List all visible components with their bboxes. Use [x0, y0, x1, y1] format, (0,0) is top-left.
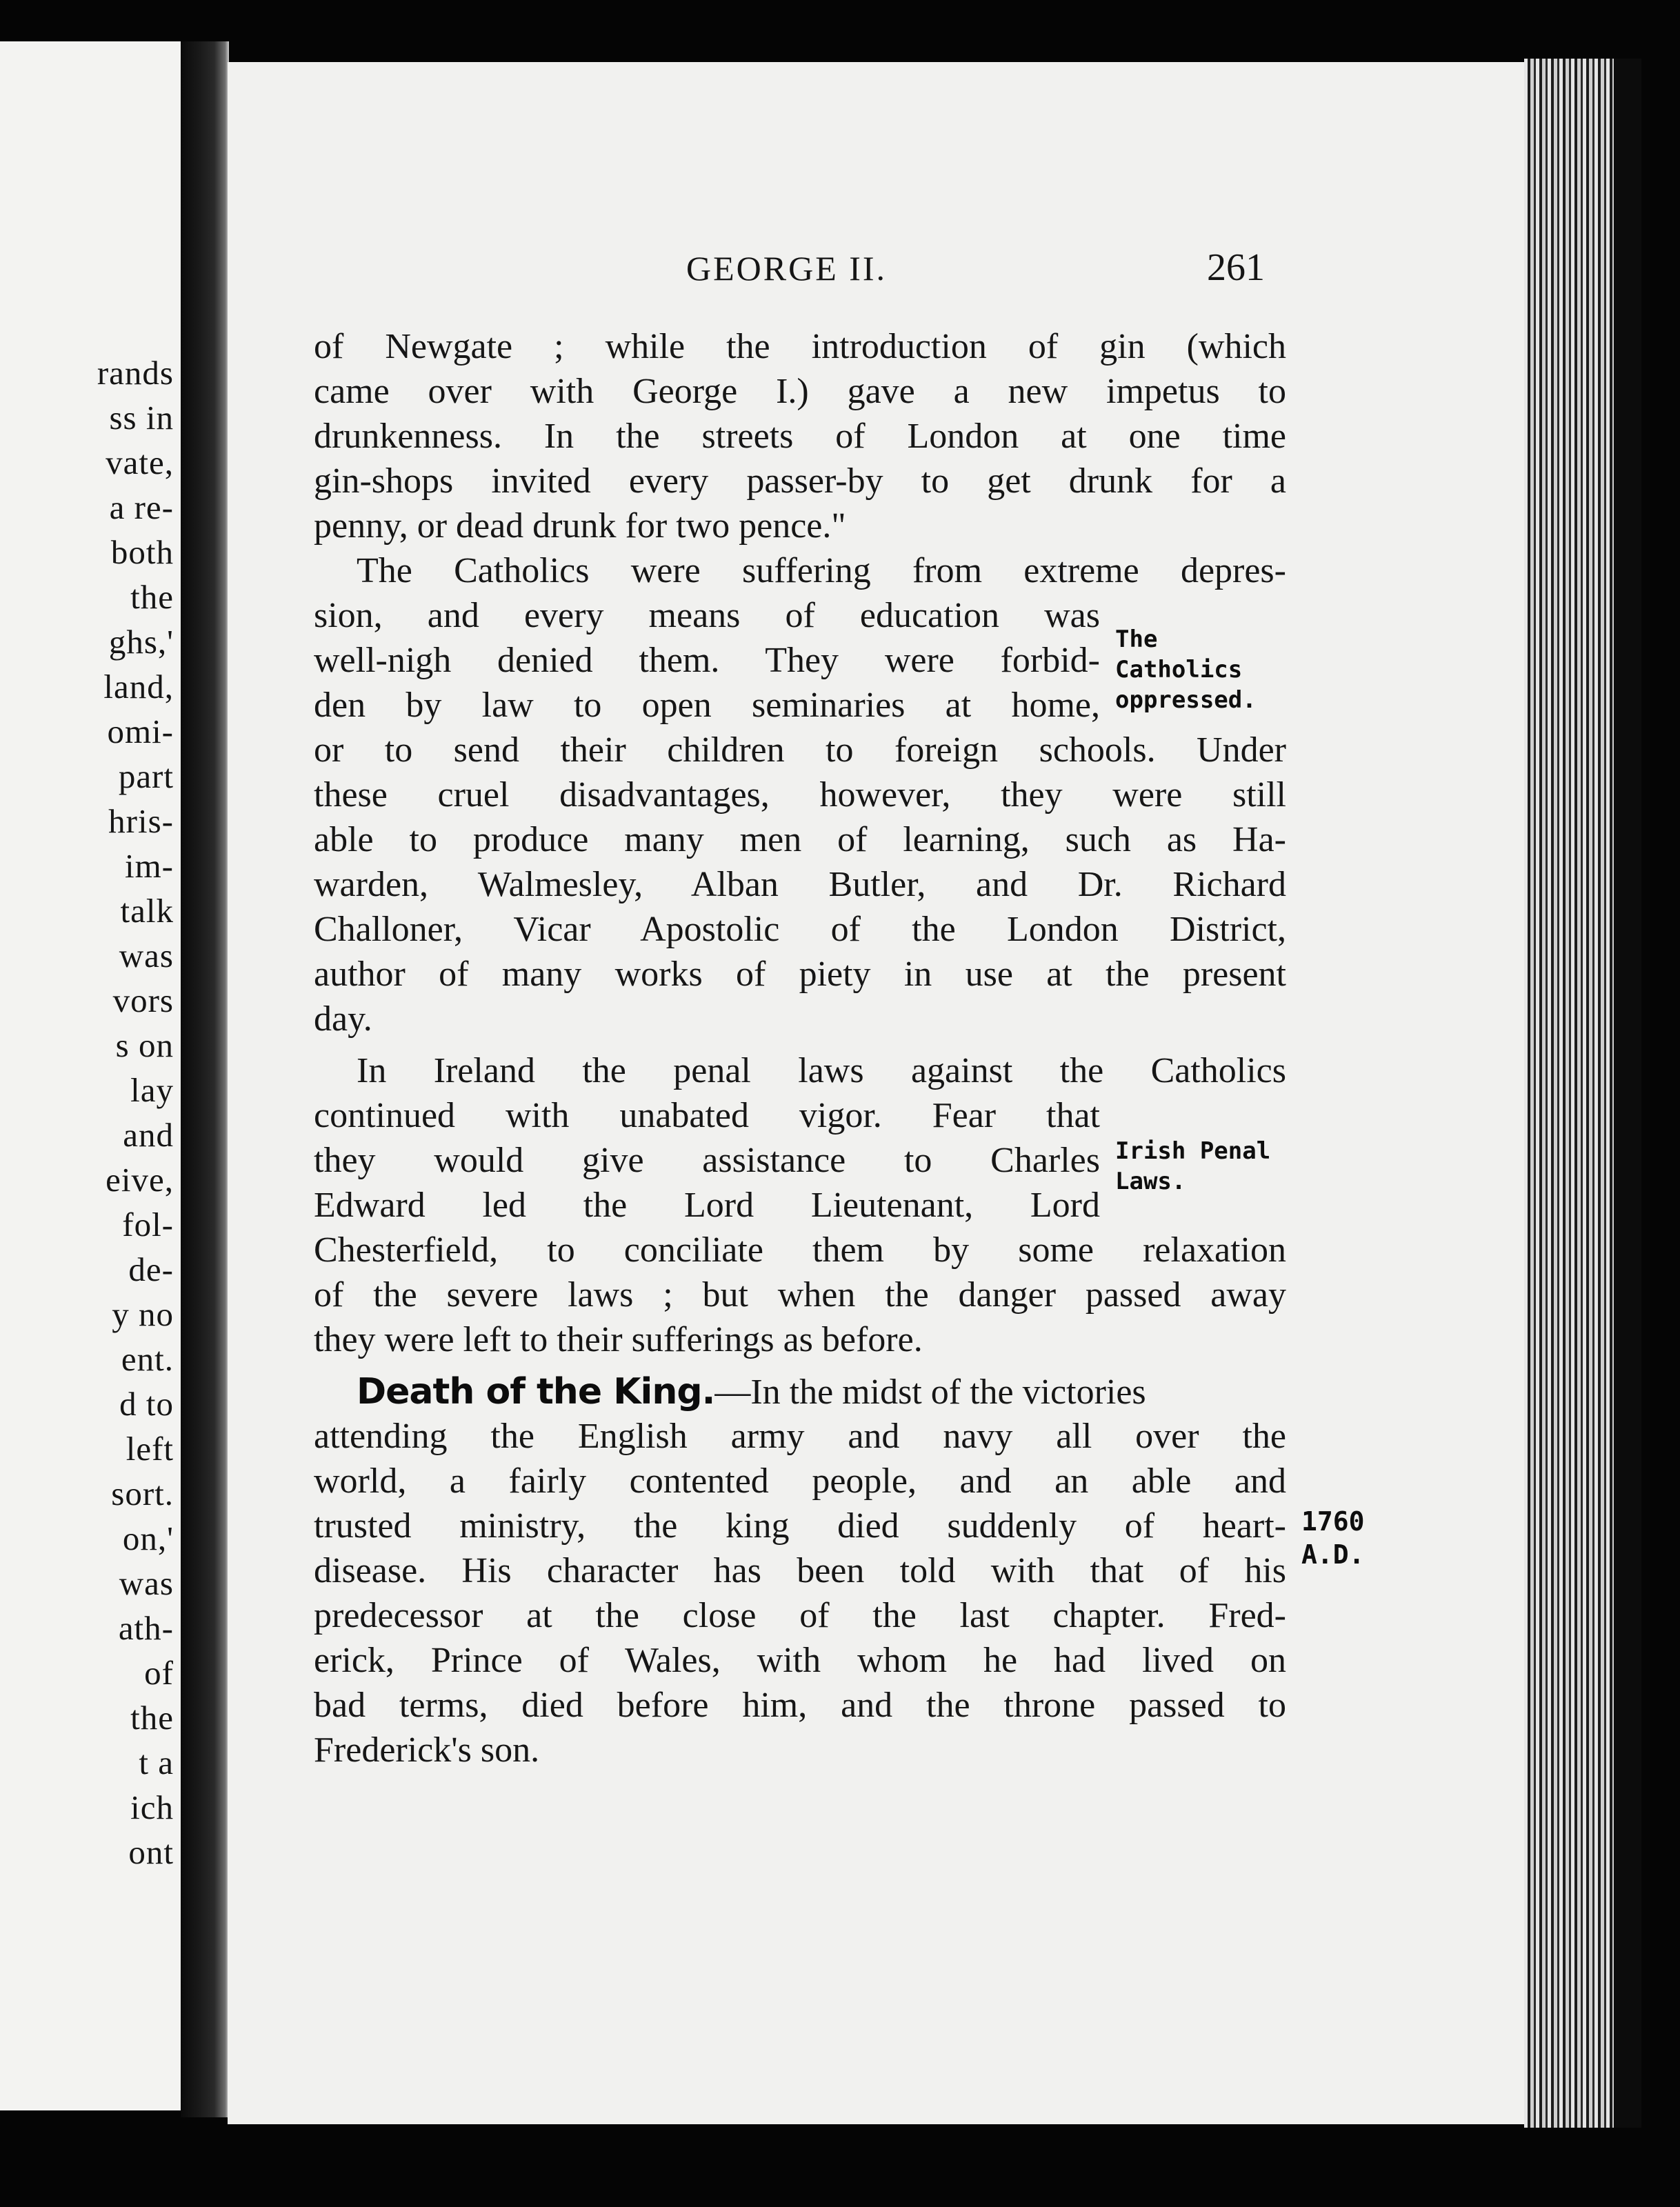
running-head: [228, 248, 1528, 303]
text-line: came over with George I.) gave a new impetus to: [314, 372, 1286, 411]
left-page-line-fragment: omi-: [107, 712, 174, 750]
text-line: continued with unabated vigor. Fear that: [314, 1096, 1100, 1135]
book-gutter: [181, 41, 229, 2117]
text-line: Edward led the Lord Lieutenant, Lord: [314, 1186, 1100, 1225]
sidenote-line: Catholics: [1115, 656, 1243, 683]
section-heading: Death of the King.: [357, 1371, 715, 1412]
sidenote-line: Irish Penal: [1115, 1137, 1271, 1165]
sidenote-line: oppressed.: [1115, 686, 1257, 714]
left-page-line-fragment: the: [130, 578, 174, 616]
left-page-line-fragment: ont: [128, 1833, 174, 1871]
heading-line-rest: —In the midst of the victories: [714, 1372, 1146, 1412]
left-page-line-fragment: s on: [115, 1026, 174, 1064]
text-line: or to send their children to foreign schools. Under: [314, 730, 1286, 770]
text-line: bad terms, died before him, and the throne passed to: [314, 1686, 1286, 1725]
left-facing-page: [0, 41, 181, 2110]
left-page-line-fragment: fol-: [122, 1206, 174, 1244]
running-title: GEORGE II.: [686, 249, 888, 288]
main-page: [228, 62, 1528, 2124]
text-line: sion, and every means of education was: [314, 596, 1100, 635]
text-line: attending the English army and navy all over the: [314, 1417, 1286, 1456]
left-page-line-fragment: a re-: [109, 488, 174, 526]
sidenote-line: 1760: [1301, 1506, 1365, 1537]
text-line: world, a fairly contented people, and an able and: [314, 1461, 1286, 1501]
left-page-line-fragment: eive,: [106, 1161, 174, 1199]
page-number: 261: [1207, 246, 1265, 289]
left-page-line-fragment: t a: [139, 1744, 174, 1781]
sidenote-line: Laws.: [1115, 1168, 1186, 1195]
sidenote-irish-penal-laws: [1115, 1136, 1270, 1197]
text-line: these cruel disadvantages, however, they were still: [314, 775, 1286, 815]
text-line: able to produce many men of learning, such as Ha-: [314, 820, 1286, 859]
left-page-line-fragment: left: [126, 1430, 174, 1468]
text-line: predecessor at the close of the last chapter. Fred-: [314, 1596, 1286, 1635]
text-line: In Ireland the penal laws against the Catholics: [357, 1051, 1286, 1090]
text-line: they were left to their sufferings as before.: [314, 1320, 923, 1359]
text-line-with-heading: [314, 1370, 1286, 1413]
left-page-line-fragment: was: [119, 937, 174, 975]
page-edges: [1524, 59, 1628, 2128]
left-page-line-fragment: land,: [103, 668, 174, 706]
sidenote-line: The: [1115, 626, 1158, 653]
text-line: of the severe laws ; but when the danger passed away: [314, 1275, 1286, 1315]
left-page-line-fragment: ich: [130, 1788, 174, 1826]
left-page-line-fragment: sort.: [111, 1475, 174, 1512]
text-line: Chesterfield, to conciliate them by some relaxation: [314, 1230, 1286, 1270]
left-page-line-fragment: vors: [112, 981, 174, 1019]
left-page-line-fragment: ghs,': [108, 623, 174, 661]
text-line: trusted ministry, the king died suddenly of heart-: [314, 1506, 1286, 1546]
text-line: The Catholics were suffering from extreme depres-: [357, 551, 1286, 590]
left-page-line-fragment: was: [119, 1564, 174, 1602]
left-page-line-fragment: vate,: [106, 443, 174, 481]
left-page-line-fragment: and: [123, 1116, 174, 1154]
left-page-line-fragment: ss in: [109, 399, 174, 437]
text-line: they would give assistance to Charles: [314, 1141, 1100, 1180]
text-line: drunkenness. In the streets of London at one time: [314, 417, 1286, 456]
left-page-line-fragment: lay: [130, 1071, 174, 1109]
text-line: penny, or dead drunk for two pence.": [314, 506, 846, 546]
sidenote-line: A.D.: [1301, 1539, 1365, 1570]
left-page-line-fragment: hris-: [108, 802, 174, 840]
text-line: day.: [314, 999, 372, 1039]
text-line: erick, Prince of Wales, with whom he had lived on: [314, 1641, 1286, 1680]
left-page-line-fragment: de-: [128, 1250, 174, 1288]
left-page-line-fragment: the: [130, 1699, 174, 1737]
left-page-line-fragment: on,': [122, 1519, 174, 1557]
text-line: well-nigh denied them. They were forbid-: [314, 641, 1100, 680]
text-line: warden, Walmesley, Alban Butler, and Dr. Richard: [314, 865, 1286, 904]
left-page-line-fragment: ent.: [121, 1340, 174, 1378]
text-line: disease. His character has been told with that of his: [314, 1551, 1286, 1590]
left-page-line-fragment: of: [144, 1654, 174, 1692]
left-page-line-fragment: im-: [124, 847, 174, 885]
text-line: den by law to open seminaries at home,: [314, 686, 1100, 725]
left-page-line-fragment: y no: [112, 1295, 174, 1333]
left-page-line-fragment: both: [110, 533, 174, 571]
sidenote-catholics-oppressed: [1115, 624, 1257, 715]
sidenote-date: [1301, 1505, 1365, 1571]
text-line: of Newgate ; while the introduction of gin (which: [314, 327, 1286, 366]
left-page-line-fragment: ath-: [118, 1609, 174, 1647]
text-line: Frederick's son.: [314, 1730, 540, 1770]
left-page-line-fragment: d to: [119, 1385, 174, 1423]
left-page-line-fragment: talk: [120, 892, 174, 930]
text-line: Challoner, Vicar Apostolic of the London District,: [314, 910, 1286, 949]
text-line: author of many works of piety in use at the present: [314, 955, 1286, 994]
page-edges-shadow: [1614, 59, 1641, 2128]
text-line: gin-shops invited every passer-by to get drunk for a: [314, 461, 1286, 501]
left-page-line-fragment: rands: [97, 354, 174, 392]
left-page-line-fragment: part: [118, 757, 174, 795]
